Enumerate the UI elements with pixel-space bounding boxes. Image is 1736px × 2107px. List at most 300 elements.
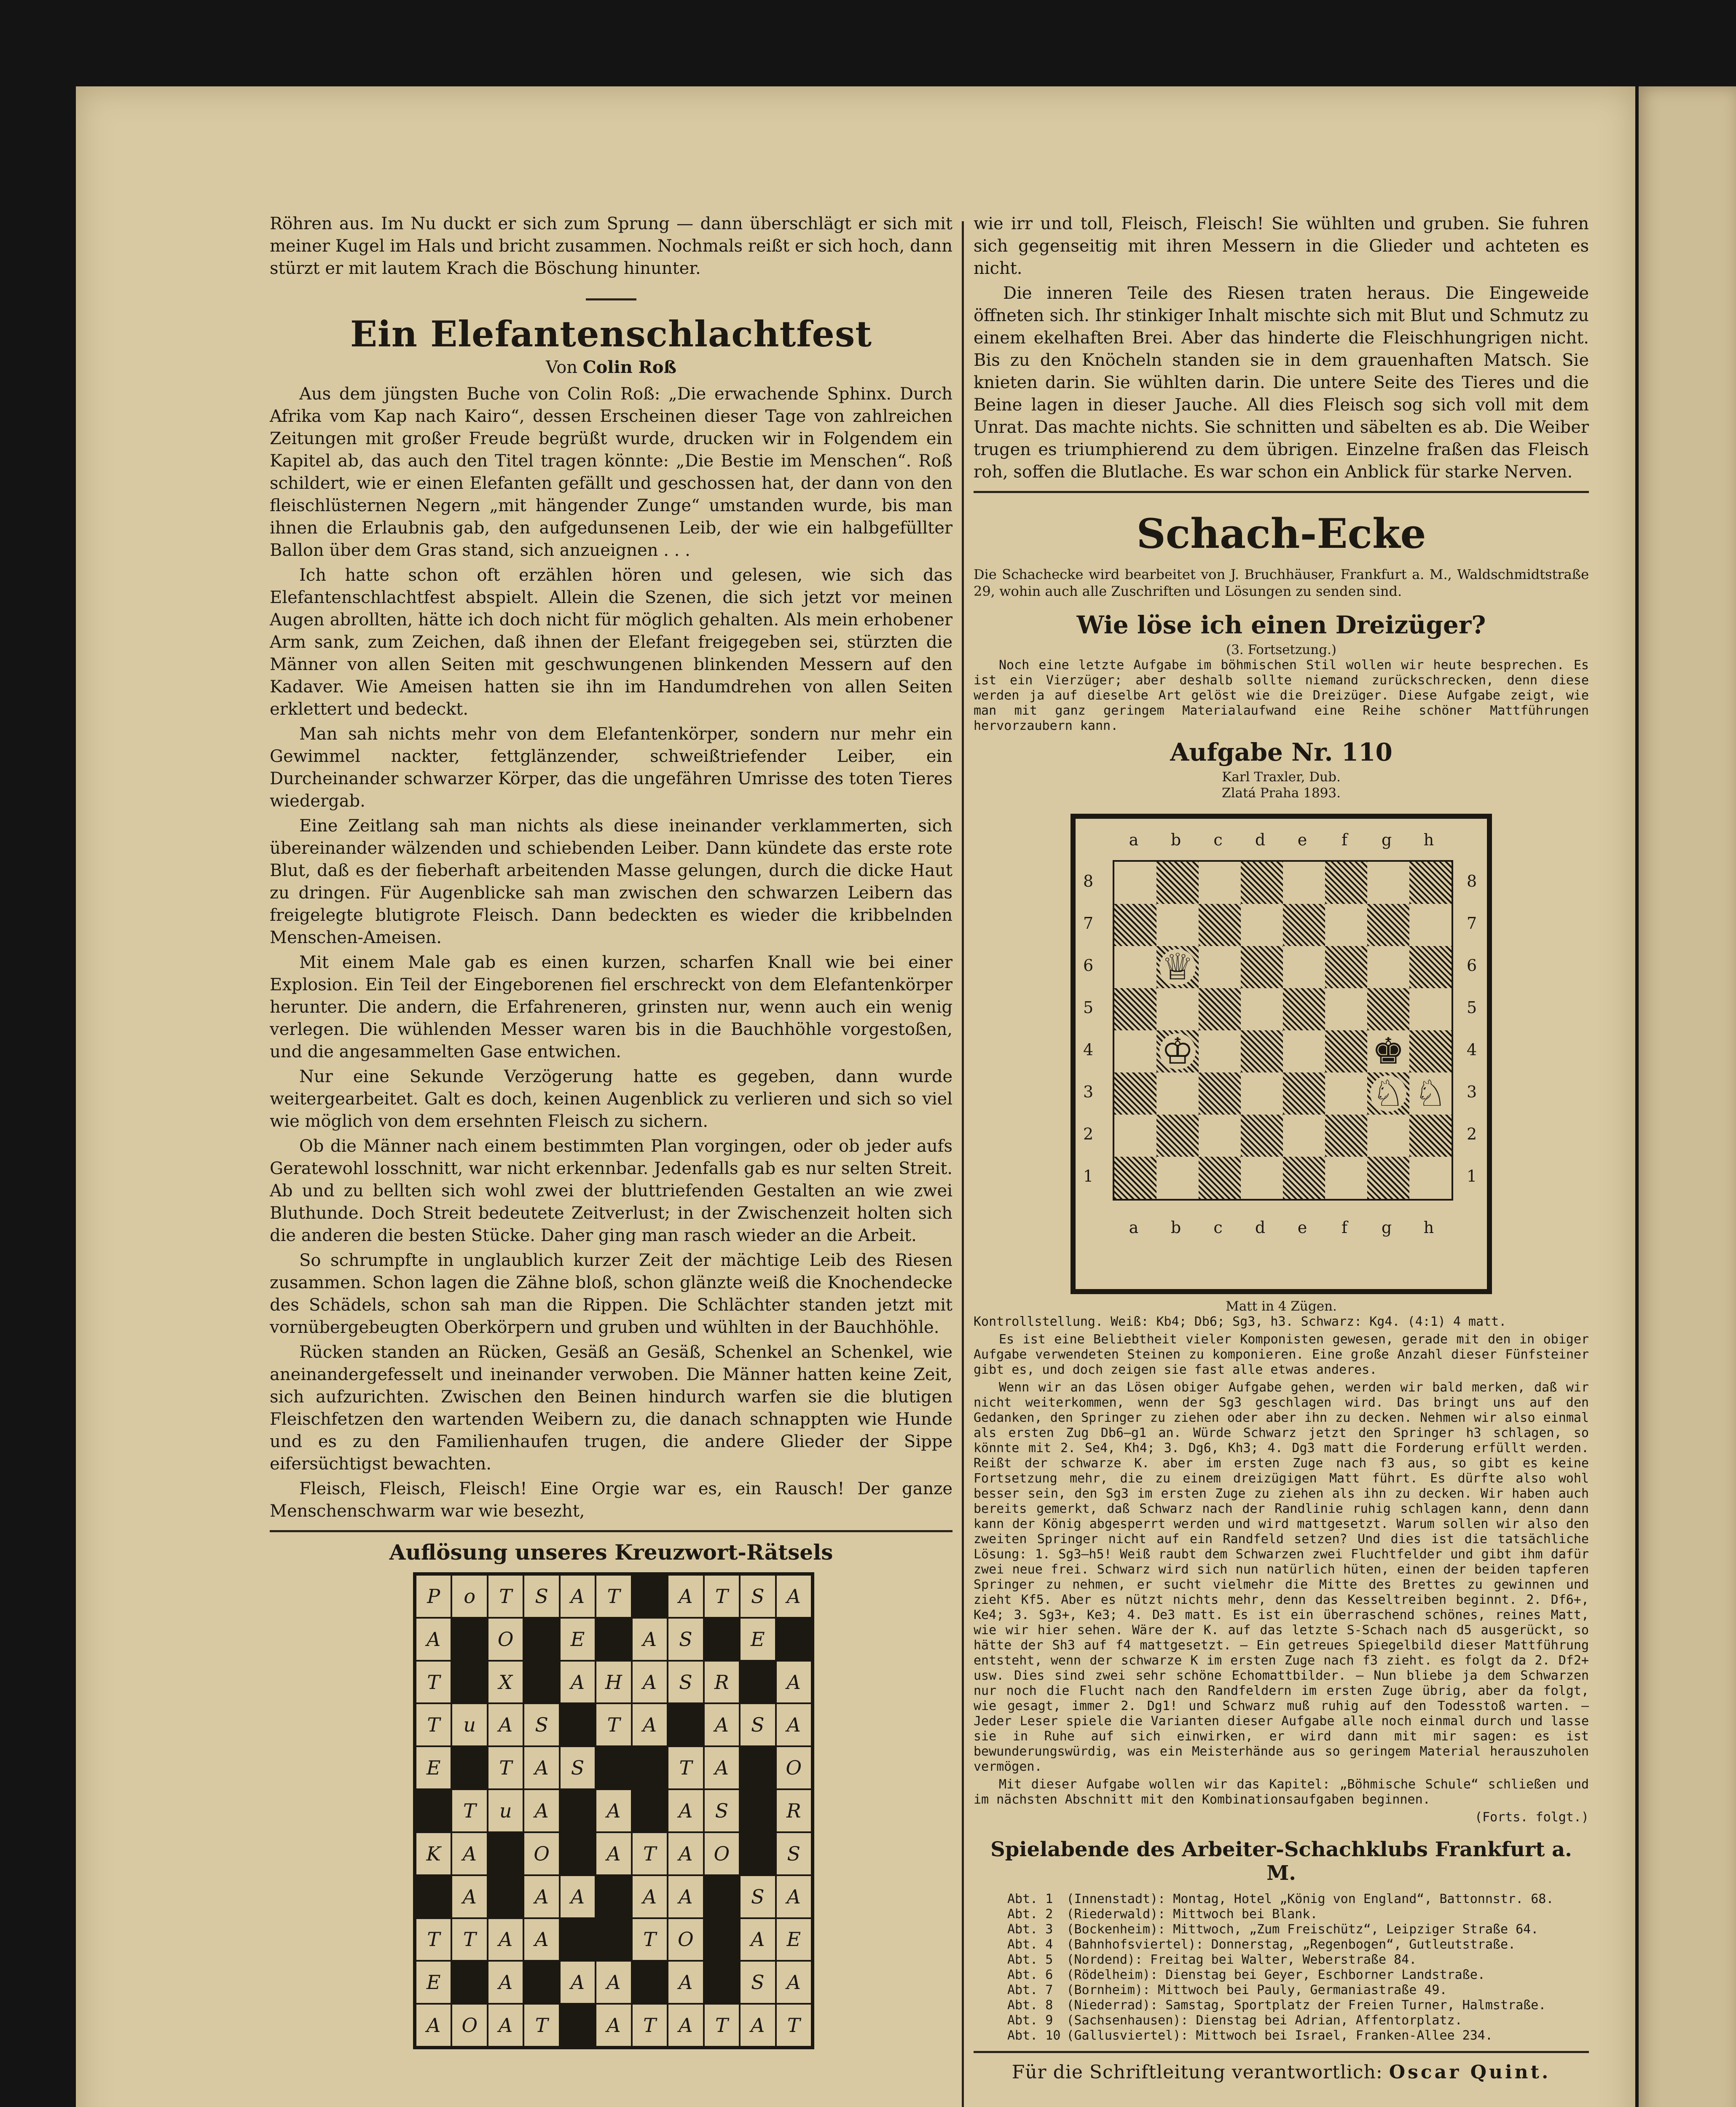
crossword-cell: A — [668, 1789, 703, 1832]
square-d6 — [1241, 946, 1283, 988]
file-label: g — [1381, 1218, 1392, 1237]
crossword-cell: A — [776, 1703, 812, 1746]
continuation-paragraph: wie irr und toll, Fleisch, Fleisch! Sie wühlten und gruben. Sie fuhren sich gegenseitig mit ihren Messern in die Glieder und achteten es nicht. — [974, 214, 1589, 278]
crossword-cell: S — [704, 1789, 740, 1832]
article-paragraph: Mit einem Male gab es einen kurzen, scharfen Knall wie bei einer Explosion. Ein Teil der Eingeborenen fiel erschreckt von dem Elefantenkörper herunter. Die andern, die Erfahreneren, grinsten nur, wenn auch ein wenig verlegen. Die wühlenden Messer waren bis in die Bauchhöhle vorgestoßen, und die angesammelten Gase entwichen. — [270, 953, 953, 1062]
crossword-cell: E — [776, 1918, 812, 1961]
article-paragraph: Ich hatte schon oft erzählen hören und gelesen, wie sich das Elefantenschlachtfest abspielt. Allein die Szenen, die sich jetzt vor meinen Augen abrollten, hätte ich doch nicht für möglich gehalten. Als mein erhobener Arm sank, zum Zeichen, daß ihnen der Elefant freigegeben sei, stürzten die Männer von allen Seiten mit geschwungenen blinkenden Messern auf den Kadaver. Wie Ameisen hatten sie ihn im Handumdrehen von allen Seiten erklettert und bedeckt. — [270, 566, 953, 719]
crossword-cell: T — [668, 1746, 703, 1789]
crossword-cell: A — [560, 1875, 596, 1918]
square-h8 — [1409, 862, 1452, 904]
crossword-cell: A — [632, 1661, 668, 1704]
crossword-cell: O — [704, 1832, 740, 1875]
square-b6 — [1156, 946, 1199, 988]
rank-label: 4 — [1467, 1040, 1477, 1059]
chess-section-title: Schach-Ecke — [1136, 510, 1426, 558]
crossword-cell: R — [704, 1661, 740, 1704]
article-paragraph: Ob die Männer nach einem bestimmten Plan vorgingen, oder ob jeder aufs Geratewohl losschnitt, war nicht erkennbar. Jedenfalls gab es nur selten Streit. Ab und zu bellten sich wohl zwei der bluttriefenden Gestalten an wie zwei Bluthunde. Doch Streit bedeutete Zeitverlust; in der Zwischenzeit holten sich die anderen die besten Stücke. Daher ging man rasch wieder an die Arbeit. — [270, 1137, 953, 1245]
crossword-cell: A — [668, 1575, 703, 1618]
crossword-black-cell — [704, 1918, 740, 1961]
square-g6 — [1367, 946, 1409, 988]
white-knight-icon: ♘ — [1412, 1075, 1449, 1112]
square-d3 — [1241, 1072, 1283, 1115]
crossword-cell: T — [704, 2004, 740, 2047]
crossword-cell: o — [451, 1575, 487, 1618]
crossword-black-cell — [596, 1875, 631, 1918]
club-section: Abt. 5 — [1007, 1952, 1053, 1967]
club-details: (Rödelheim): Dienstag bei Geyer, Eschborner Landstraße. — [1066, 1968, 1485, 1982]
crossword-black-cell — [523, 1961, 559, 2004]
crossword-cell: A — [668, 2004, 703, 2047]
byline-prefix: Von — [545, 358, 578, 377]
crossword-cell: A — [668, 1961, 703, 2004]
crossword-cell: T — [632, 2004, 668, 2047]
crossword-black-cell — [416, 1789, 451, 1832]
crossword-cell: A — [596, 1961, 631, 2004]
crossword-cell: A — [560, 1661, 596, 1704]
file-label: c — [1213, 1218, 1223, 1237]
square-e8 — [1283, 862, 1325, 904]
white-king-icon: ♔ — [1159, 1033, 1196, 1070]
crossword-cell: T — [416, 1703, 451, 1746]
rank-label: 6 — [1467, 956, 1477, 975]
square-e5 — [1283, 988, 1325, 1030]
crossword-cell: A — [596, 1789, 631, 1832]
crossword-black-cell — [523, 1618, 559, 1661]
crossword-black-cell — [451, 1661, 487, 1704]
crossword-cell: T — [596, 1703, 631, 1746]
club-section: Abt. 9 — [1007, 2013, 1053, 2028]
crossword-black-cell — [451, 1618, 487, 1661]
square-h1 — [1409, 1157, 1452, 1199]
square-e6 — [1283, 946, 1325, 988]
crossword-cell: S — [668, 1661, 703, 1704]
article-paragraph: Aus dem jüngsten Buche von Colin Roß: „Die erwachende Sphinx. Durch Afrika vom Kap nach Kairo“, dessen Erscheinen dieser Tage von zahlreichen Zeitungen mit großer Freude begrüßt wurde, drucken wir in Folgendem ein Kapitel ab, das auch den Titel tragen könnte: „Die Bestie im Menschen“. Roß schildert, wie er einen Elefanten gefällt und geschossen hat, der dann von den fleischlüsternen Negern „mit hängender Zunge“ umstanden wurde, bis man ihnen die Erlaubnis gab, den aufgedunsenen Leib, der wie ein halbgefüllter Ballon über dem Gras stand, sich anzueignen . . . — [270, 384, 953, 560]
square-h7 — [1409, 904, 1452, 946]
crossword-cell: A — [451, 1832, 487, 1875]
square-c4 — [1199, 1030, 1241, 1072]
file-label: g — [1381, 831, 1392, 849]
square-f4 — [1325, 1030, 1367, 1072]
crossword-black-cell — [451, 1961, 487, 2004]
square-a4 — [1114, 1030, 1156, 1072]
square-f8 — [1325, 862, 1367, 904]
crossword-cell: A — [416, 2004, 451, 2047]
square-g1 — [1367, 1157, 1409, 1199]
crossword-black-cell — [596, 1618, 631, 1661]
crossword-cell: T — [523, 2004, 559, 2047]
file-label: f — [1341, 831, 1348, 849]
newspaper-page — [76, 86, 1635, 2107]
problem-title: Aufgabe Nr. 110 — [1170, 738, 1393, 767]
square-b7 — [1156, 904, 1199, 946]
file-label: a — [1129, 1218, 1139, 1237]
solution-paragraph: Es ist eine Beliebtheit vieler Komponisten gewesen, gerade mit den in obiger Aufgabe verwendeten Steinen zu komponieren. Eine große Anzahl dieser Fünfsteiner gibt es, und doch zeigen sie fast alle etwas anderes. — [974, 1332, 1589, 1377]
square-b1 — [1156, 1157, 1199, 1199]
club-row — [1007, 1892, 1559, 1907]
crossword-black-cell — [451, 1746, 487, 1789]
square-g3 — [1367, 1072, 1409, 1115]
club-section: Abt. 8 — [1007, 1998, 1053, 2013]
square-g5 — [1367, 988, 1409, 1030]
square-e1 — [1283, 1157, 1325, 1199]
crossword-black-cell — [560, 1832, 596, 1875]
club-row — [1007, 1907, 1559, 1922]
black-king-icon: ♚ — [1370, 1033, 1406, 1070]
crossword-cell: u — [488, 1789, 523, 1832]
square-c8 — [1199, 862, 1241, 904]
crossword-cell: A — [488, 1703, 523, 1746]
square-c2 — [1199, 1115, 1241, 1157]
file-label: h — [1423, 1218, 1434, 1237]
square-b4 — [1156, 1030, 1199, 1072]
club-section: Abt. 4 — [1007, 1937, 1053, 1952]
crossword-black-cell — [704, 1875, 740, 1918]
rank-label: 2 — [1467, 1125, 1477, 1143]
crossword-cell: E — [560, 1618, 596, 1661]
club-details: (Bockenheim): Mittwoch, „Zum Freischütz“, Leipziger Straße 64. — [1066, 1922, 1539, 1937]
square-f6 — [1325, 946, 1367, 988]
square-a2 — [1114, 1115, 1156, 1157]
rank-label: 3 — [1467, 1083, 1477, 1101]
square-b5 — [1156, 988, 1199, 1030]
club-section: Abt. 3 — [1007, 1922, 1053, 1937]
club-details: (Bornheim): Mittwoch bei Pauly, Germaniastraße 49. — [1066, 1983, 1447, 1997]
clubs-title: Spielabende des Arbeiter-Schachklubs Frankfurt a. M. — [990, 1838, 1572, 1885]
club-details: (Niederrad): Samstag, Sportplatz der Freien Turner, Halmstraße. — [1066, 1998, 1546, 2013]
crossword-black-cell — [416, 1875, 451, 1918]
square-h4 — [1409, 1030, 1452, 1072]
crossword-cell: T — [632, 1832, 668, 1875]
rank-label: 6 — [1083, 956, 1094, 975]
club-row — [1007, 1983, 1559, 1998]
crossword-cell: T — [416, 1918, 451, 1961]
file-label: b — [1170, 831, 1181, 849]
crossword-black-cell — [523, 1661, 559, 1704]
club-row — [1007, 1922, 1559, 1937]
crossword-cell: T — [488, 1575, 523, 1618]
crossword-cell: A — [523, 1789, 559, 1832]
byline-author: Colin Roß — [582, 357, 676, 377]
crossword-cell: O — [451, 2004, 487, 2047]
crossword-cell: E — [740, 1618, 775, 1661]
square-d1 — [1241, 1157, 1283, 1199]
article-paragraph: So schrumpfte in unglaublich kurzer Zeit der mächtige Leib des Riesen zusammen. Schon lagen die Zähne bloß, schon glänzte weiß die Knochendecke des Schädels, schon sah man die Rippen. Die Schlächter standen jetzt mit vornübergebeugten Oberkörpern und gruben und wühlten in der Bauchhöhle. — [270, 1251, 953, 1337]
square-e4 — [1283, 1030, 1325, 1072]
continuation-note: (3. Fortsetzung.) — [1226, 642, 1337, 657]
crossword-cell: T — [776, 2004, 812, 2047]
rank-label: 3 — [1083, 1083, 1094, 1101]
club-section: Abt. 2 — [1007, 1907, 1053, 1922]
crossword-cell: S — [560, 1746, 596, 1789]
crossword-cell: T — [632, 1918, 668, 1961]
section-divider — [974, 491, 1589, 493]
crossword-cell: K — [416, 1832, 451, 1875]
problem-source: Zlatá Praha 1893. — [1222, 785, 1341, 801]
rank-label: 7 — [1467, 914, 1477, 933]
crossword-black-cell — [596, 1746, 631, 1789]
file-label: a — [1129, 831, 1139, 849]
crossword-black-cell — [632, 1746, 668, 1789]
file-labels-top — [1113, 831, 1450, 849]
crossword-cell: S — [523, 1703, 559, 1746]
square-b8 — [1156, 862, 1199, 904]
square-f5 — [1325, 988, 1367, 1030]
crossword-black-cell — [740, 1746, 775, 1789]
crossword-black-cell — [560, 2004, 596, 2047]
section-divider — [974, 2051, 1589, 2053]
crossword-cell: S — [776, 1832, 812, 1875]
to-be-continued: (Forts. folgt.) — [1475, 1810, 1589, 1825]
solution-paragraph: Kontrollstellung. Weiß: Kb4; Db6; Sg3, h3. Schwarz: Kg4. (4:1) 4 matt. — [974, 1314, 1507, 1329]
square-a7 — [1114, 904, 1156, 946]
chess-intro-paragraph: Noch eine letzte Aufgabe im böhmischen Stil wollen wir heute besprechen. Es ist ein Vierzüger; aber deshalb sollte niemand zurückschrecken, denn diese werden ja auf dieselbe Art gelöst wie die Dreizüger. Diese Aufgabe zeigt, wie man mit ganz geringem Materialaufwand eine Reihe schöner Mattführungen hervorzaubern kann. — [974, 658, 1589, 733]
crossword-cell: A — [740, 2004, 775, 2047]
crossword-black-cell — [488, 1832, 523, 1875]
square-d5 — [1241, 988, 1283, 1030]
solution-paragraph: Wenn wir an das Lösen obiger Aufgabe gehen, werden wir bald merken, daß wir nicht weiterkommen, wenn der Sg3 geschlagen wird. Das bringt uns auf den Gedanken, den Springer zu ziehen oder aber ihn zu decken. Nehmen wir also einmal als ersten Zug Db6—g1 an. Würde Schwarz jetzt den Springer h3 schlagen, so könnte mit 2. Se4, Kh4; 3. Dg6, Kh3; 4. Dg3 matt die Forderung erfüllt werden. Reißt der schwarze K. aber im ersten Zuge nach f3 aus, so gibt es keine Fortsetzung mehr, die zu einem dreizügigen Matt führt. Es dürfte also wohl besser sein, den Sg3 im ersten Zuge zu ziehen als ihn zu decken. Wir haben auch bereits gemerkt, daß Schwarz nach der Randlinie ruhig schlagen kann, denn dann kann der König abgesperrt werden und wird mattgesetzt. Warum sollen wir also den zweiten Springer nicht auf ein Randfeld setzen? Und dies ist die tatsächliche Lösung: 1. Sg3—h5! Weiß raubt dem Schwarzen zwei Fluchtfelder und gibt ihm dafür zwei neue frei. Schwarz wird sich nun natürlich hüten, einen der beiden tapferen Springer zu nehmen, er sucht vielmehr die Mitte des Brettes zu gewinnen und zieht Kf5. Aber es nützt nichts mehr, denn das Kesseltreiben beginnt. 2. Df6+, Ke4; 3. Sg3+, Ke3; 4. De3 matt. Es ist ein überraschend schönes, reines Matt, wie wir hier sehen. Wäre der K. auf das letzte S-Schach nach d5 ausgerückt, so hätte der Sh3 auf f4 mattgesetzt. — Ein getreues Spiegelbild dieser Mattführung entsteht, wenn der schwarze K im ersten Zuge nach f3 zieht. es folgt da 2. Df2+ usw. Dies sind zwei sehr schöne Echomattbilder. — Nun bliebe ja dem Schwarzen nur noch die Flucht nach den Randfeldern im ersten Zuge übrig, aber da folgt, wie gesagt, immer 2. Dg1! und Schwarz muß ruhig auf den Todesstoß warten. — Jeder Leser spiele die Varianten dieser Aufgabe alle noch einmal durch und lasse sie in Ruhe auf sich einwirken, er wird dann mit mir sagen: es ist bewunderungswürdig, was ein Meisterhände aus so geringem Material herauszuholen vermögen. — [974, 1380, 1589, 1774]
square-f1 — [1325, 1157, 1367, 1199]
rank-label: 8 — [1083, 872, 1094, 890]
crossword-cell: T — [704, 1575, 740, 1618]
crossword-cell: A — [523, 1875, 559, 1918]
club-details: (Gallusviertel): Mittwoch bei Israel, Franken-Allee 234. — [1066, 2028, 1493, 2043]
square-d8 — [1241, 862, 1283, 904]
square-g7 — [1367, 904, 1409, 946]
club-details: (Bahnhofsviertel): Donnerstag, „Regenbogen“, Gutleutstraße. — [1066, 1937, 1516, 1952]
club-section: Abt. 10 — [1007, 2028, 1061, 2043]
crossword-cell: A — [704, 1746, 740, 1789]
crossword-black-cell — [560, 1789, 596, 1832]
rank-label: 1 — [1467, 1167, 1477, 1185]
club-row — [1007, 1968, 1559, 1983]
crossword-cell: P — [416, 1575, 451, 1618]
crossword-black-cell — [560, 1918, 596, 1961]
rank-label: 2 — [1083, 1125, 1094, 1143]
crossword-cell: A — [523, 1918, 559, 1961]
file-label: f — [1341, 1218, 1348, 1237]
article-paragraph: Eine Zeitlang sah man nichts als diese ineinander verklammerten, sich übereinander wälzenden und schiebenden Leiber. Dann kündete das erste rote Blut, daß es der fieberhaft arbeitenden Masse gelungen, durch die dicke Haut zu dringen. Für Augenblicke sah man zwischen den schwarzen Leibern das freigelegte blutigrote Fleisch. Dann bedeckten es wieder die kribbelnden Menschen-Ameisen. — [270, 816, 953, 947]
club-details: (Riederwald): Mittwoch bei Blank. — [1066, 1907, 1318, 1922]
chess-diagram — [1071, 814, 1492, 1294]
square-b3 — [1156, 1072, 1199, 1115]
crossword-black-cell — [596, 1918, 631, 1961]
chess-board — [1113, 860, 1453, 1201]
crossword-black-cell — [632, 1961, 668, 2004]
column-divider — [962, 221, 964, 2107]
crossword-cell: A — [632, 1875, 668, 1918]
club-section: Abt. 6 — [1007, 1968, 1053, 1982]
left-column — [270, 213, 953, 2049]
crossword-cell: S — [740, 1875, 775, 1918]
club-row — [1007, 1952, 1559, 1968]
crossword-black-cell — [704, 1618, 740, 1661]
crossword-black-cell — [632, 1789, 668, 1832]
club-section: Abt. 7 — [1007, 1983, 1053, 1997]
crossword-cell: O — [668, 1918, 703, 1961]
crossword-cell: O — [776, 1746, 812, 1789]
article-paragraph: Nur eine Sekunde Verzögerung hatte es gegeben, dann wurde weitergearbeitet. Galt es doch, keinen Augenblick zu verlieren und sich so viel wie möglich von dem ersehnten Fleisch zu sichern. — [270, 1067, 953, 1131]
square-g8 — [1367, 862, 1409, 904]
square-a1 — [1114, 1157, 1156, 1199]
crossword-cell: A — [632, 1618, 668, 1661]
crossword-black-cell — [704, 1961, 740, 2004]
crossword-cell: S — [740, 1575, 775, 1618]
crossword-grid — [413, 1572, 814, 2049]
crossword-cell: A — [668, 1875, 703, 1918]
crossword-cell: O — [488, 1618, 523, 1661]
crossword-cell: A — [704, 1703, 740, 1746]
file-label: d — [1255, 1218, 1266, 1237]
rank-label: 5 — [1467, 998, 1477, 1017]
crossword-cell: A — [776, 1961, 812, 2004]
square-a8 — [1114, 862, 1156, 904]
club-details: (Sachsenhausen): Dienstag bei Adrian, Affentorplatz. — [1066, 2013, 1462, 2028]
file-label: e — [1297, 831, 1307, 849]
crossword-cell: A — [668, 1832, 703, 1875]
crossword-cell: u — [451, 1703, 487, 1746]
square-c6 — [1199, 946, 1241, 988]
section-divider — [270, 1530, 953, 1532]
crossword-cell: E — [416, 1961, 451, 2004]
square-c7 — [1199, 904, 1241, 946]
crossword-black-cell — [740, 1832, 775, 1875]
crossword-cell: A — [416, 1618, 451, 1661]
crossword-black-cell — [740, 1661, 775, 1704]
crossword-cell: T — [488, 1746, 523, 1789]
solution-paragraph: Mit dieser Aufgabe wollen wir das Kapitel: „Böhmische Schule“ schließen und im nächsten Abschnitt mit den Kombinationsaufgaben beginnen. — [974, 1777, 1589, 1807]
crossword-solution — [413, 1572, 809, 2049]
file-label: e — [1297, 1218, 1307, 1237]
club-details: (Innenstadt): Montag, Hotel „König von England“, Battonnstr. 68. — [1066, 1892, 1554, 1906]
board-caption: Matt in 4 Zügen. — [1226, 1299, 1337, 1314]
crossword-cell: S — [740, 1961, 775, 2004]
adjacent-page-edge — [1639, 86, 1736, 2107]
club-row — [1007, 1937, 1559, 1952]
crossword-cell: R — [776, 1789, 812, 1832]
crossword-cell: A — [596, 1832, 631, 1875]
article-paragraph: Man sah nichts mehr von dem Elefantenkörper, sondern nur mehr ein Gewimmel nackter, fettglänzender, schweißtriefender Leiber, ein Durcheinander schwarzer Körper, das die ungefähren Umrisse des toten Tieres wiedergab. — [270, 724, 953, 811]
rank-labels-left — [1083, 860, 1093, 1197]
rank-label: 5 — [1083, 998, 1094, 1017]
crossword-cell: A — [632, 1703, 668, 1746]
crossword-cell: X — [488, 1661, 523, 1704]
square-b2 — [1156, 1115, 1199, 1157]
rank-label: 7 — [1083, 914, 1094, 933]
crossword-cell: S — [523, 1575, 559, 1618]
file-label: h — [1423, 831, 1434, 849]
square-c5 — [1199, 988, 1241, 1030]
crossword-black-cell — [668, 1703, 703, 1746]
article-paragraph: Rücken standen an Rücken, Gesäß an Gesäß, Schenkel an Schenkel, wie aneinandergefesselt und ineinander verwoben. Die Männer hatten keine Zeit, sich aufzurichten. Zwischen den Beinen hindurch warfen sie die blutigen Fleischfetzen den wartenden Weibern zu, die danach schnappten wie Hunde und es zu den Familienhaufen trugen, die andere Glieder der Sippe eifersüchtigst bewachten. — [270, 1343, 953, 1474]
problem-author: Karl Traxler, Dub. — [1222, 769, 1341, 785]
rank-label: 1 — [1083, 1167, 1094, 1185]
crossword-cell: A — [740, 1918, 775, 1961]
crossword-cell: O — [523, 1832, 559, 1875]
crossword-black-cell — [560, 1703, 596, 1746]
crossword-cell: A — [560, 1961, 596, 2004]
section-divider — [586, 298, 636, 300]
club-row — [1007, 1998, 1559, 2013]
square-h6 — [1409, 946, 1452, 988]
white-queen-icon: ♕ — [1159, 949, 1196, 985]
square-f2 — [1325, 1115, 1367, 1157]
square-d2 — [1241, 1115, 1283, 1157]
square-c1 — [1199, 1157, 1241, 1199]
footer-prefix: Für die Schriftleitung verantwortlich: — [1012, 2061, 1383, 2083]
crossword-cell: A — [776, 1875, 812, 1918]
rank-labels-right — [1467, 860, 1477, 1197]
editor-responsible — [974, 2061, 1589, 2083]
crossword-cell: A — [776, 1661, 812, 1704]
continuation-paragraph: Die inneren Teile des Riesen traten heraus. Die Eingeweide öffneten sich. Ihr stinkiger Inhalt mischte sich mit Blut und Schmutz zu einem ekelhaften Brei. Aber das hinderte die Fleischhungrigen nicht. Bis zu den Knöcheln standen sie in dem grauenhaften Matsch. Sie knieten darin. Sie wühlten darin. Die untere Seite des Tieres und die Beine lagen in dieser Jauche. All dies Fleisch sog sich voll mit dem Unrat. Das machte nichts. Sie schnitten und säbelten es ab. Die Weiber trugen es triumphierend zu dem übrigen. Einzelne fraßen das Fleisch roh, soffen die Blutlache. Es war schon ein Anblick für starke Nerven. — [974, 284, 1589, 482]
chess-article-title: Wie löse ich einen Dreizüger? — [1076, 611, 1486, 639]
crossword-cell: A — [523, 1746, 559, 1789]
club-row — [1007, 2013, 1559, 2028]
crossword-cell: A — [451, 1875, 487, 1918]
crossword-cell: H — [596, 1661, 631, 1704]
crossword-cell: A — [488, 1961, 523, 2004]
square-g2 — [1367, 1115, 1409, 1157]
square-c3 — [1199, 1072, 1241, 1115]
square-a5 — [1114, 988, 1156, 1030]
club-details: (Nordend): Freitag bei Walter, Weberstraße 84. — [1066, 1952, 1417, 1967]
square-e7 — [1283, 904, 1325, 946]
file-label: d — [1255, 831, 1266, 849]
crossword-cell: T — [451, 1789, 487, 1832]
crossword-black-cell — [740, 1789, 775, 1832]
opening-lines: Röhren aus. Im Nu duckt er sich zum Sprung — dann überschlägt er sich mit meiner Kugel im Hals und bricht zusammen. Nochmals reißt er sich hoch, dann stürzt er mit lautem Krach die Böschung hinunter. — [270, 214, 953, 278]
square-f7 — [1325, 904, 1367, 946]
crossword-black-cell — [488, 1875, 523, 1918]
chess-editor-note: Die Schachecke wird bearbeitet von J. Bruchhäuser, Frankfurt a. M., Waldschmidtstraße 29, wohin auch alle Zuschriften und Lösungen zu senden sind. — [974, 566, 1589, 599]
club-row — [1007, 2028, 1559, 2043]
file-labels-bottom — [1113, 1218, 1450, 1237]
crossword-black-cell — [776, 1618, 812, 1661]
right-column — [974, 213, 1589, 2083]
square-h5 — [1409, 988, 1452, 1030]
square-a6 — [1114, 946, 1156, 988]
article-title: Ein Elefantenschlachtfest — [350, 313, 872, 355]
crossword-cell: A — [488, 2004, 523, 2047]
club-section: Abt. 1 — [1007, 1892, 1053, 1906]
crossword-cell: A — [776, 1575, 812, 1618]
square-h3 — [1409, 1072, 1452, 1115]
footer-name: Oscar Quint. — [1389, 2061, 1551, 2083]
square-g4 — [1367, 1030, 1409, 1072]
crossword-cell: T — [451, 1918, 487, 1961]
rank-label: 8 — [1467, 872, 1477, 890]
crossword-cell: E — [416, 1746, 451, 1789]
square-f3 — [1325, 1072, 1367, 1115]
crossword-cell: A — [560, 1575, 596, 1618]
crossword-cell: A — [596, 2004, 631, 2047]
white-knight-icon: ♘ — [1370, 1075, 1406, 1112]
file-label: b — [1170, 1218, 1181, 1237]
article-byline — [270, 357, 953, 377]
square-h2 — [1409, 1115, 1452, 1157]
crossword-title: Auflösung unseres Kreuzwort-Rätsels — [389, 1540, 833, 1565]
rank-label: 4 — [1083, 1040, 1094, 1059]
crossword-black-cell — [632, 1575, 668, 1618]
square-d4 — [1241, 1030, 1283, 1072]
square-d7 — [1241, 904, 1283, 946]
clubs-table — [1007, 1892, 1559, 2043]
crossword-cell: T — [596, 1575, 631, 1618]
crossword-cell: S — [740, 1703, 775, 1746]
square-e2 — [1283, 1115, 1325, 1157]
square-e3 — [1283, 1072, 1325, 1115]
